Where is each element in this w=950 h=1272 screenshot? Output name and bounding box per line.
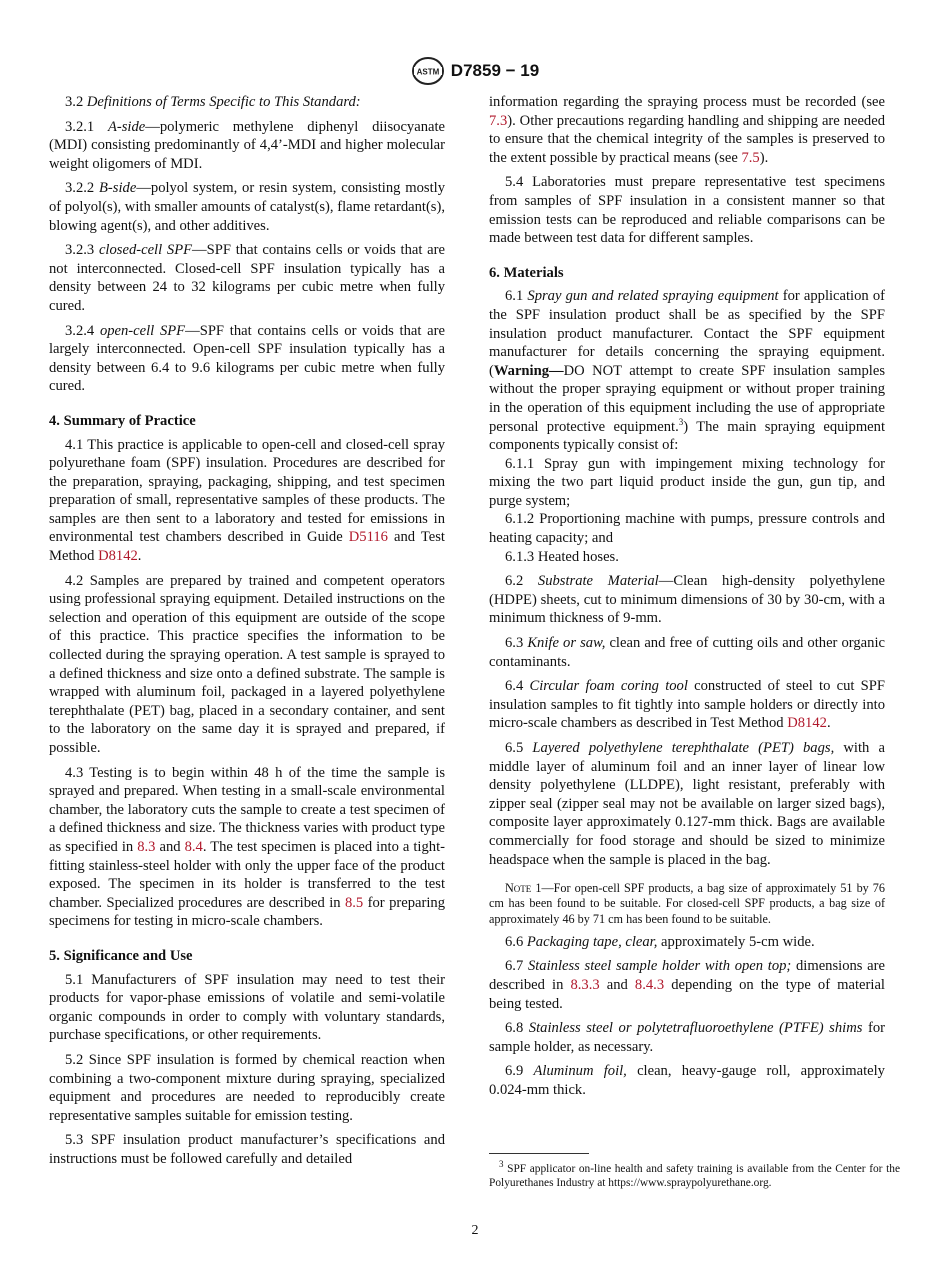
link-d8142[interactable]: D8142 bbox=[98, 548, 138, 565]
para-5-3-start: 5.3 SPF insulation product manufacturer’s specifications and instructions must be followed carefully and detailed bbox=[49, 1132, 445, 1167]
para-5-1: 5.1 Manufacturers of SPF insulation may need to test their products for vapor-phase emissions of volatile and semi-volatile organic compounds in order to comply with voluntary standards, purchase specifications, or other requirements. bbox=[49, 971, 445, 1044]
astm-logo-text: ASTM bbox=[416, 67, 440, 77]
astm-logo-icon bbox=[411, 56, 445, 86]
para-4-2: 4.2 Samples are prepared by trained and competent operators using professional spraying equipment. Detailed instructions on the selection and operation of this equipment are outside of the scope of this practice. This practice specifies the information to be collected during the spraying operation. A test sample is sprayed to a defined thickness and size onto a defined substrate. The sample is wrapped with aluminum foil, packaged in a layered polyethylene terephthalate (PET) bag, placed in a secondary container, and sent to the laboratory on the same day it is sprayed and prepared, if possible. bbox=[49, 572, 445, 756]
para-6-2: 6.2 Substrate Material—Clean high-density polyethylene (HDPE) sheets, cut to minimum dimensions of 30 by 30-cm, with a minimum thickness of 9-mm. bbox=[489, 573, 886, 627]
right-column bbox=[489, 93, 885, 1106]
link-d5116[interactable]: D5116 bbox=[348, 529, 388, 546]
para-6-7: 6.7 Stainless steel sample holder with open top; dimensions are described in 8.3.3 and 8.4.3 depending on the type of material being tested. bbox=[489, 958, 885, 1012]
para-3-2-4: 3.2.4 open-cell SPF—SPF that contains cells or voids that are largely interconnected. Open-cell SPF insulation typically has a density between 6.4 to 9.6 kilograms per cubic metre when fully cured. bbox=[49, 322, 445, 395]
para-6-6: 6.6 Packaging tape, clear, approximately 5-cm wide. bbox=[505, 933, 815, 950]
para-4-3: 4.3 Testing is to begin within 48 h of the time the sample is sprayed and prepared. When testing in a small-scale environmental chamber, the laboratory cuts the sample to create a test specimen of a defined thickness and size. The thickness varies with product type as specified in 8.3 and 8.4. The test specimen is placed into a tight-fitting stainless-steel holder with only the upper face of the product exposed. The specimen in its holder is transferred to the test chamber. Specialized procedures are described in 8.5 for preparing specimens for testing in micro-scale chambers. bbox=[49, 764, 445, 930]
para-6-8: 6.8 Stainless steel or polytetrafluoroethylene (PTFE) shims for sample holder, as necessary. bbox=[489, 1020, 886, 1055]
link-8-4-3[interactable]: 8.4.3 bbox=[634, 976, 665, 993]
para-6-5: 6.5 Layered polyethylene terephthalate (PET) bags, with a middle layer of aluminum foil and an inner layer of linear low density polyethylene (LLDPE), light resistant, preferably with zipper seal (zipper seal may not be available on larger sized bags), composite layer approximately 0.127-mm thick. Bags are available commercially for food storage and should be sized to minimize headspace when the sample is placed in the bag. bbox=[489, 740, 885, 868]
link-8-4[interactable]: 8.4 bbox=[184, 838, 203, 855]
footnote-divider bbox=[489, 1153, 589, 1154]
link-8-3[interactable]: 8.3 bbox=[137, 838, 156, 855]
para-5-2: 5.2 Since SPF insulation is formed by chemical reaction when combining a two-component mixture during spraying, specialized equipment and procedures are needed to reproducibly create representative samples suitable for emission testing. bbox=[49, 1051, 445, 1124]
link-7-3[interactable]: 7.3 bbox=[489, 112, 508, 129]
document-id: D7859 − 19 bbox=[450, 61, 540, 80]
para-4-1: 4.1 This practice is applicable to open-cell and closed-cell spray polyurethane foam (SPF) insulation. Procedures are described for the preparation, spraying, packaging, shipping, and test specimen preparation of small, representative samples of these products. The samples are then sent to a laboratory and tested for emissions in environmental test chambers described in Guide D5116 and Test Method D8142. bbox=[49, 436, 445, 565]
para-6-1-1: 6.1.1 Spray gun with impingement mixing technology for mixing the two part liquid product inside the gun, gun tip, and purge system; bbox=[489, 455, 885, 509]
link-8-3-3[interactable]: 8.3.3 bbox=[570, 976, 600, 993]
para-5-4: 5.4 Laboratories must prepare representative test specimens from samples of SPF insulation in a consistent manner so that emission tests can be reproduced and reliable comparisons can be made between test data for different samples. bbox=[489, 174, 885, 247]
page-number: 2 bbox=[471, 1223, 479, 1238]
para-6-3: 6.3 Knife or saw, clean and free of cutting oils and other organic contaminants. bbox=[489, 635, 885, 670]
heading-section-4: 4. Summary of Practice bbox=[49, 412, 196, 429]
para-3-2-2: 3.2.2 B-side—polyol system, or resin system, consisting mostly of polyol(s), with smaller amounts of catalyst(s), flame retardant(s), blowing agent(s), and other additives. bbox=[49, 180, 445, 234]
para-5-3-cont: information regarding the spraying process must be recorded (see 7.3). Other precautions regarding handling and shipping are needed to ensure that the chemical integrity of the samples is preserved to the extent possible by practical means (see 7.5). bbox=[489, 94, 885, 166]
footnote-ref-3: 3 bbox=[678, 416, 684, 427]
para-6-1-2: 6.1.2 Proportioning machine with pumps, pressure controls and heating capacity; and bbox=[489, 511, 885, 547]
page-header bbox=[0, 56, 950, 86]
para-3-2-3: 3.2.3 closed-cell SPF—SPF that contains cells or voids that are not interconnected. Closed-cell SPF insulation typically has a density between 24 to 32 kilograms per cubic metre when fully cured. bbox=[49, 242, 445, 314]
para-6-1-3: 6.1.3 Heated hoses. bbox=[505, 548, 619, 565]
heading-section-5: 5. Significance and Use bbox=[49, 947, 193, 964]
link-7-5[interactable]: 7.5 bbox=[741, 149, 760, 166]
para-6-9: 6.9 Aluminum foil, clean, heavy-gauge roll, approximately 0.024-mm thick. bbox=[489, 1063, 885, 1098]
para-6-1: 6.1 Spray gun and related spraying equipment for application of the SPF insulation product shall be as specified by the SPF insulation product manufacturer. Contact the SPF equipment manufacturer for details concerning the spraying equipment. (Warning—DO NOT attempt to create SPF insulation samples without the proper spraying equipment or without proper training in the operation of this equipment including the use of appropriate personal protective equipment.$^3$) The main spraying equipment components typically consist of: bbox=[489, 288, 885, 454]
footnote-3: $^3$ SPF applicator on-line health and safety training is available from the Center for the Polyurethanes Industry at https://www.spraypolyurethane.org. bbox=[489, 1159, 900, 1190]
link-8-5[interactable]: 8.5 bbox=[344, 894, 364, 911]
para-6-4: 6.4 Circular foam coring tool constructed of steel to cut SPF insulation samples to fit tightly into sample holders or directly into micro-scale chambers as described in Test Method D8142. bbox=[489, 678, 886, 732]
left-column bbox=[49, 93, 445, 1174]
note-1: Note 1—For open-cell SPF products, a bag size of approximately 51 by 76 cm has been found to be suitable. For closed-cell SPF products, a bag size of approximately 46 by 71 cm has been found to be suitable. bbox=[489, 881, 885, 926]
para-3-2-1: 3.2.1 A-side—polymeric methylene diphenyl diisocyanate (MDI) consisting predominantly of 4,4’-MDI and higher molecular weight oligomers of MDI. bbox=[49, 118, 446, 172]
para-3-2: 3.2 Definitions of Terms Specific to This Standard: bbox=[65, 94, 361, 110]
heading-section-6: 6. Materials bbox=[489, 264, 564, 281]
link-d8142-2[interactable]: D8142 bbox=[787, 715, 827, 732]
